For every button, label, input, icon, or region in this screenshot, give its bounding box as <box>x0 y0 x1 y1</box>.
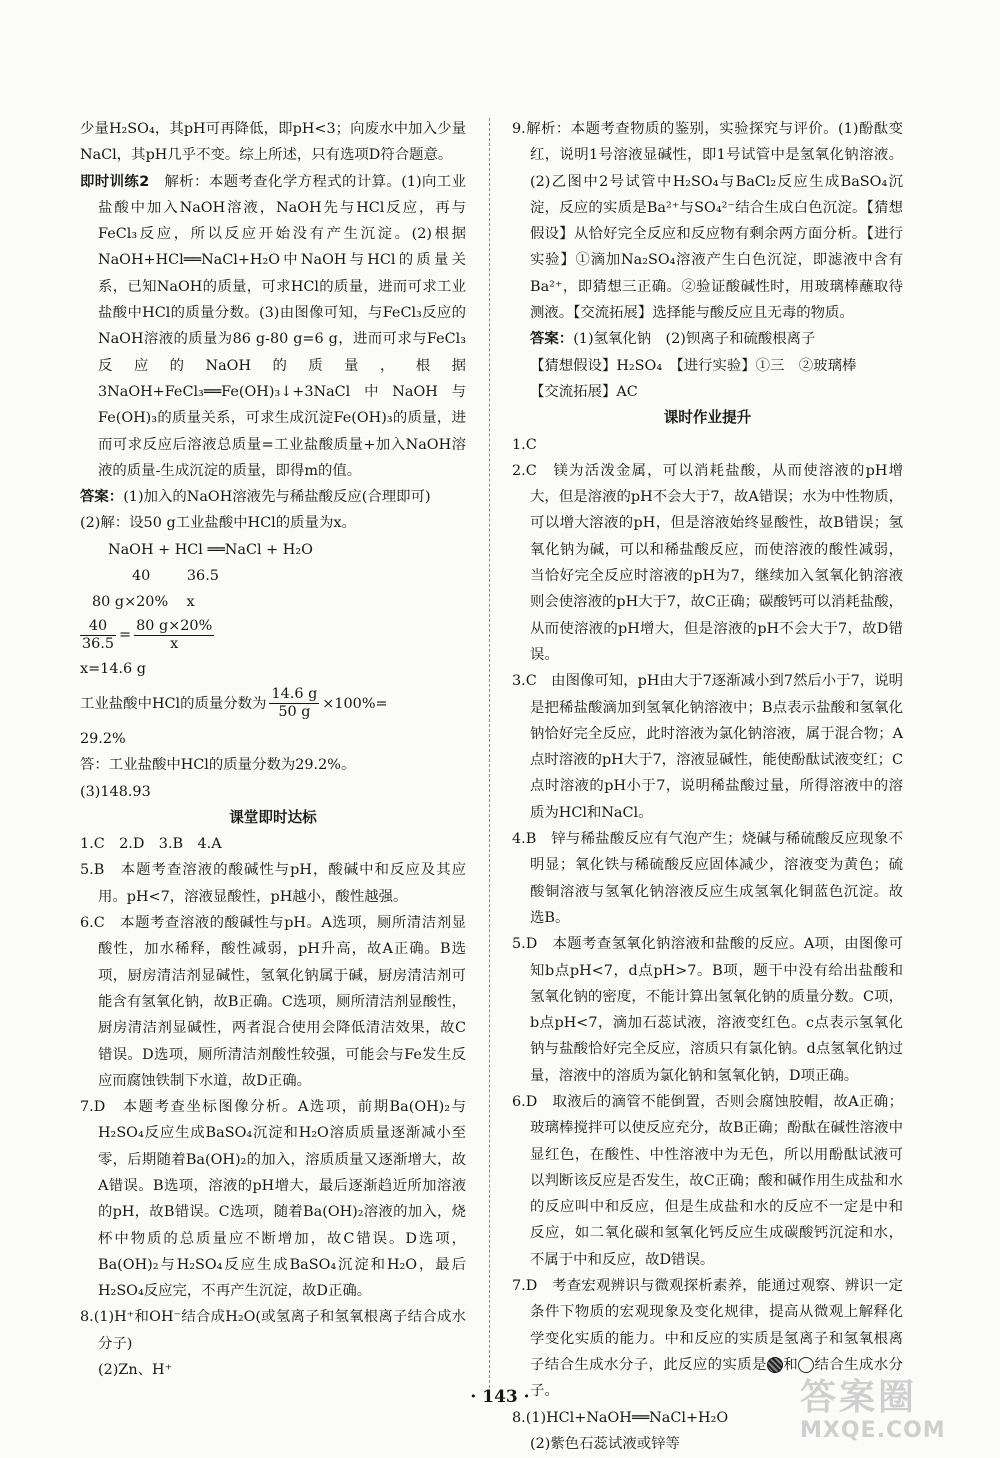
equation-masses: 40 36.5 <box>132 568 219 585</box>
answer-final: 答：工业盐酸中HCl的质量分数为29.2%。 <box>80 757 356 774</box>
percent-formula: 工业盐酸中HCl的质量分数为 $\frac{14.6 g}{50 g}$ ×100%= <box>80 686 388 721</box>
percent-result: 29.2% <box>80 730 126 747</box>
question-6: 6.C 本题考查溶液的酸碱性与pH。A选项，厕所清洁剂显酸性，加水稀释，酸性减弱，pH升高，故A正确。B选项，厨房清洁剂显碱性，氢氧化钠属于碱，厨房清洁剂可能含有氢氧化钠，故B正确。C选项，厕所清洁剂显酸性，厨房清洁剂显碱性，两者混合使用会降低清洁效果，故C错误。D选项，厕所清洁剂酸性较强，可能会与Fe发生反应而腐蚀铁制下水道，故D正确。 <box>80 915 466 1089</box>
hw-question-8-2: (2)紫色石蕊试液或锌等 <box>530 1435 680 1452</box>
page-number: · 143 · <box>470 1387 530 1407</box>
equation-given: 80 g×20% x <box>92 594 195 611</box>
hw-question-3: 3.C 由图像可知，pH由大于7逐渐减小到7然后小于7，说明是把稀盐酸滴加到氢氧化钠溶液中；B点表示盐酸和氢氧化钠恰好完全反应，此时溶液为氯化钠溶液，属于混合物；A点时溶液的pH大于7，溶液显碱性，能使酚酞试液变红；C点时溶液的pH小于7，说明稀盐酸过量，所得溶液中的溶质为HCl和NaCl。 <box>512 673 903 821</box>
answer-2: (2)解：设50 g工业盐酸中HCl的质量为x。 <box>80 515 356 532</box>
hydrogen-ion-icon <box>767 1357 783 1373</box>
fraction-right: $\frac{80 g\times 20\%}{x}$ <box>136 618 213 653</box>
hw-question-5: 5.D 本题考查氢氧化钠溶液和盐酸的反应。A项，由图像可知b点pH<7，d点pH>7。B项，题干中没有给出盐酸和氢氧化钠的密度，不能计算出氢氧化钠的质量分数。C项，b点pH<7，滴加石蕊试液，溶液变红色。c点表示氢氧化钠与盐酸恰好完全反应，溶质只有氯化钠。d点氢氧化钠过量，溶液中的溶质为氯化钠和氢氧化钠，D项正确。 <box>512 936 903 1084</box>
answers-1-4: 1.C 2.D 3.B 4.A <box>80 836 222 853</box>
answer-label: 答案： <box>80 489 124 506</box>
section-title-classroom: 课堂即时达标 <box>229 808 317 826</box>
answer-1: 答案：(1)加入的NaOH溶液先与稀盐酸反应(合理即可) <box>80 489 431 506</box>
hw-question-7: 7.D 考查宏观辨识与微观探析素养，能通过观察、辨识一定条件下物质的宏观现象及变化规律，提高从微观上解释化学变化实质的能力。中和反应的实质是氢离子和氢氧根离子结合生成水分子，此反应的实质是 和 结合生成水分子。 <box>512 1278 903 1400</box>
hw-question-4: 4.B 锌与稀盐酸反应有气泡产生；烧碱与稀硫酸反应现象不明显；氧化铁与稀硫酸反应固体减少，溶液变为黄色；硫酸铜溶液与氢氧化钠溶液反应生成氢氧化铜蓝色沉淀。故选B。 <box>512 831 903 926</box>
proportion-equation: $\frac{40}{36.5}$ = $\frac{80 g\times 20\%}{x}$ <box>82 618 213 653</box>
answer-3: (3)148.93 <box>80 783 151 800</box>
right-column <box>512 116 903 1457</box>
question-9-answer-2: 【猜想假设】H₂SO₄ 【进行实验】①三 ②玻璃棒 <box>530 357 857 374</box>
watermark-text-bottom: MXQE.COM <box>800 1418 946 1443</box>
hw-question-1: 1.C <box>512 436 537 453</box>
question-5: 5.B 本题考查溶液的酸碱性与pH，酸碱中和反应及其应用。pH<7，溶液显酸性，pH越小，酸性越强。 <box>80 862 466 905</box>
watermark-logo <box>800 1378 990 1450</box>
jishi-label: 即时训练2 <box>80 173 150 190</box>
hw-question-2: 2.C 镁为活泼金属，可以消耗盐酸，从而使溶液的pH增大，但是溶液的pH不会大于7，故A错误；水为中性物质，可以增大溶液的pH，但是溶液始终显酸性，故B错误；氢氧化钠为碱，可以和稀盐酸反应，而使溶液的酸性减弱，当恰好完全反应时溶液的pH为7，继续加入氢氧化钠溶液则会使溶液的pH大于7，故C正确；碳酸钙可以消耗盐酸，从而使溶液的pH增大，但是溶液的pH不会大于7，故D错误。 <box>512 462 903 663</box>
left-column <box>80 116 466 1383</box>
jishi-text: 解析：本题考查化学方程式的计算。(1)向工业盐酸中加入NaOH溶液，NaOH先与HCl反应，再与FeCl₃反应，所以反应开始没有产生沉淀。(2)根据NaOH+HCl══NaCl+H₂O中NaOH与HCl的质量关系，已知NaOH的质量，可求HCl的质量，进而可求工业盐酸中HCl的质量分数。(3)由图像可知，与FeCl₃反应的NaOH溶液的质量为86 g-80 g=6 g，进而可求与FeCl₃反应的NaOH的质量，根据3NaOH+FeCl₃══Fe(OH)₃↓+3NaCl中NaOH与Fe(OH)₃的质量关系，可求生成沉淀Fe(OH)₃的质量，进而可求反应后溶液总质量=工业盐酸质量+加入NaOH溶液的质量-生成沉淀的质量，即得m的值。 <box>98 173 466 479</box>
equation-line: NaOH + HCl ══NaCl + H₂O <box>108 541 313 558</box>
section-title-homework: 课时作业提升 <box>663 409 752 427</box>
hydroxide-ion-icon <box>798 1357 814 1373</box>
answer-label: 答案： <box>530 331 574 348</box>
question-9-answer-3: 【交流拓展】AC <box>530 383 638 400</box>
question-9-answer: 答案：(1)氢氧化钠 (2)钡离子和硫酸根离子 <box>530 331 816 348</box>
jishi-training-2 <box>80 169 466 485</box>
paragraph-continuation: 少量H₂SO₄，其pH可再降低，即pH<3；向废水中加入少量NaCl，其pH几乎不变。综上所述，只有选项D符合题意。 <box>80 121 466 164</box>
column-divider <box>489 118 490 1388</box>
question-9: 9.解析：本题考查物质的鉴别，实验探究与评价。(1)酚酞变红，说明1号溶液显碱性，即1号试管中是氢氧化钠溶液。(2)乙图中2号试管中H₂SO₄与BaCl₂反应生成BaSO₄沉淀，反应的实质是Ba²⁺与SO₄²⁻结合生成白色沉淀。【猜想假设】从恰好完全反应和反应物有剩余两方面分析。【进行实验】①滴加Na₂SO₄溶液产生白色沉淀，即滤液中含有Ba²⁺，即猜想三正确。②验证酸碱性时，用玻璃棒蘸取待测液。【交流拓展】选择能与酸反应且无毒的物质。 <box>512 121 903 322</box>
hw-question-6: 6.D 取液后的滴管不能倒置，否则会腐蚀胶帽，故A正确；玻璃棒搅拌可以使反应充分，故B正确；酚酞在碱性溶液中显红色，在酸性、中性溶液中为无色，所以用酚酞试液可以判断该反应是否发生，故C正确；酸和碱作用生成盐和水的反应叫中和反应，但是生成盐和水的反应不一定是中和反应，如二氧化碳和氢氧化钙反应生成碳酸钙沉淀和水，不属于中和反应，故D错误。 <box>512 1093 903 1268</box>
question-8-2: (2)Zn、H⁺ <box>98 1362 173 1379</box>
question-7: 7.D 本题考查坐标图像分析。A选项，前期Ba(OH)₂与H₂SO₄反应生成BaSO₄沉淀和H₂O溶质质量逐渐减小至零，后期随着Ba(OH)₂的加入，溶质质量又逐渐增大，故A错误。B选项，溶液的pH增大，最后逐渐趋近所加溶液的pH，故B错误。C选项，随着Ba(OH)₂溶液的加入，烧杯中物质的总质量应不断增加，故C错误。D选项，Ba(OH)₂与H₂SO₄反应生成BaSO₄沉淀和H₂O，最后H₂SO₄反应完，不再产生沉淀，故D正确。 <box>80 1099 466 1300</box>
hw-question-8-1: 8.(1)HCl+NaOH══NaCl+H₂O <box>512 1409 729 1426</box>
percent-fraction: $\frac{14.6 g}{50 g}$ <box>271 686 318 721</box>
fraction-left: $\frac{40}{36.5}$ <box>82 618 115 653</box>
x-result: x=14.6 g <box>80 660 147 677</box>
watermark-text-top: 答案圈 <box>800 1377 918 1418</box>
question-8-1: 8.(1)H⁺和OH⁻结合成H₂O(或氢离子和氢氧根离子结合成水分子) <box>80 1309 466 1352</box>
